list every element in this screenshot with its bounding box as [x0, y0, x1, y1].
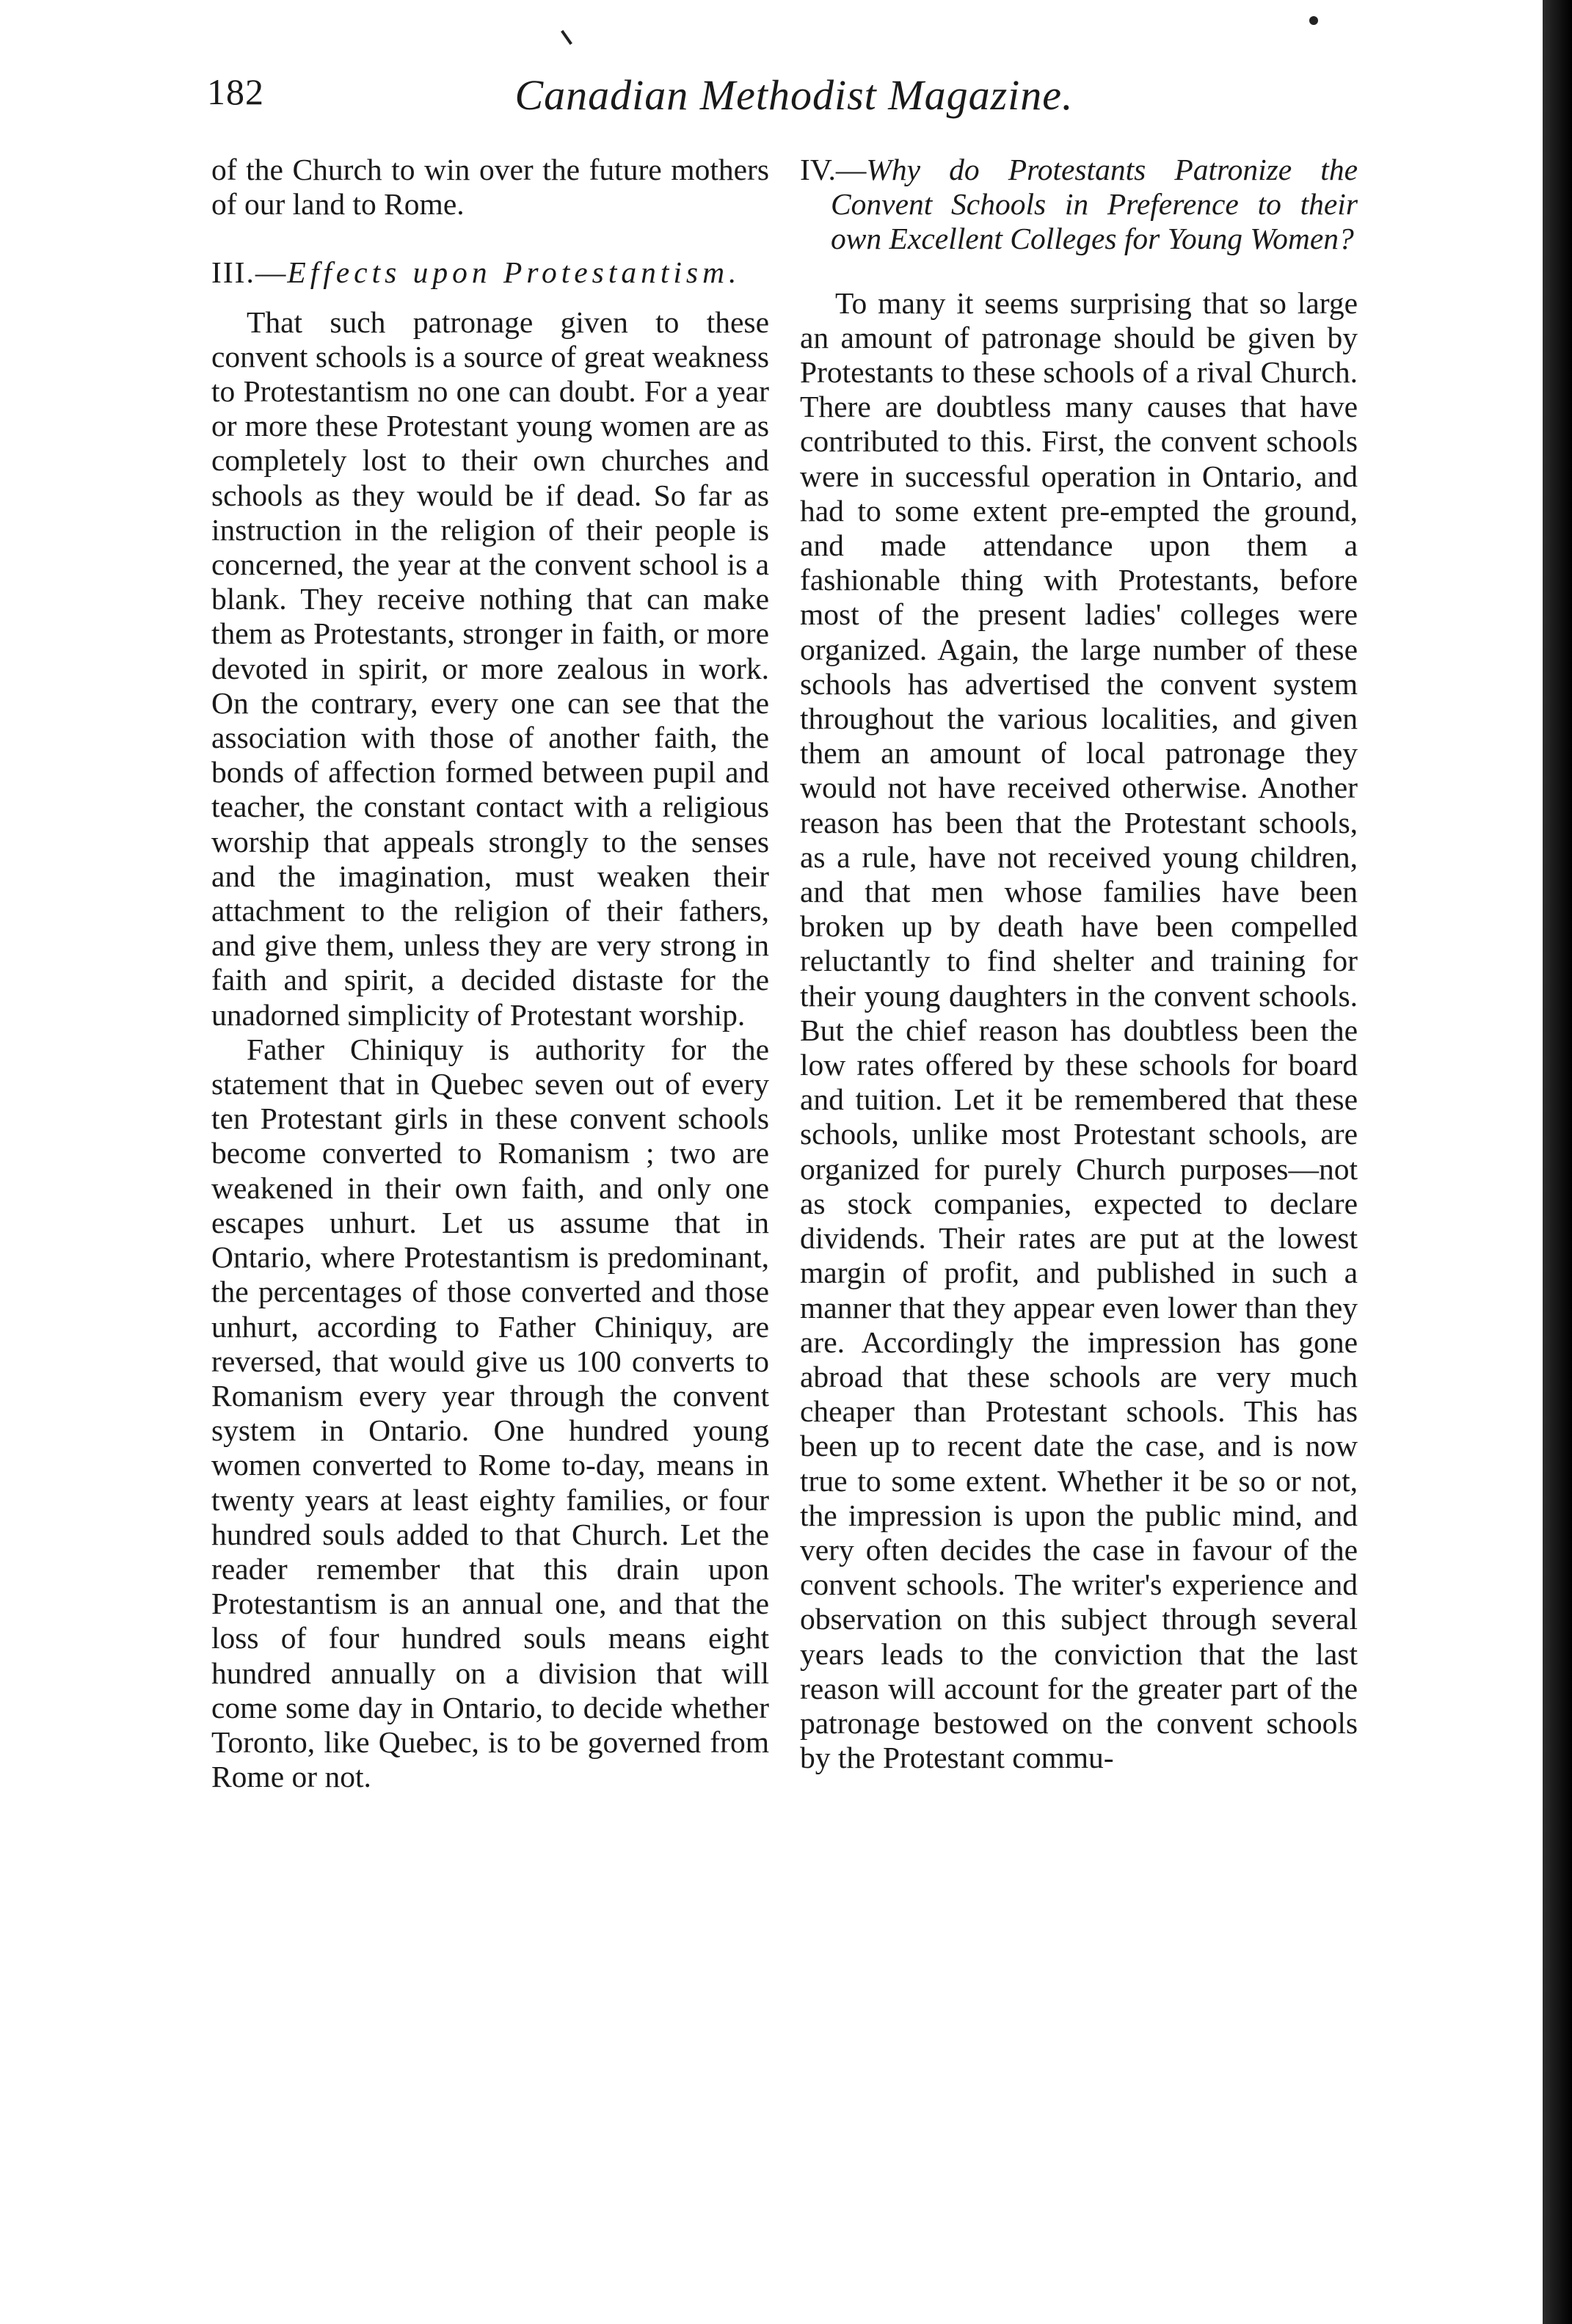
- scan-speck: [1309, 16, 1318, 25]
- right-column: [800, 153, 1358, 1775]
- section-number: III.—: [211, 255, 288, 290]
- page-header: [207, 70, 1381, 129]
- page-number: 182: [207, 71, 264, 112]
- section-title: Why do Protestants Patronize the Convent Schools in Preference to their own Excellent Colleges for Young Women?: [831, 153, 1358, 256]
- left-column: [211, 153, 769, 1794]
- section-title: Effects upon Protestantism.: [287, 255, 741, 290]
- section-heading-iii: [211, 255, 769, 290]
- running-title: Canadian Methodist Magazine.: [514, 71, 1074, 119]
- scan-speck: [561, 30, 572, 45]
- scan-edge-shadow: [1543, 0, 1572, 2324]
- body-paragraph: That such patronage given to these convent schools is a source of great weakness to Protestantism no one can doubt. For a year or more these Protestant young women are as completely lost to their own churches and schools as they would be if dead. So far as instruction in the religion of their people is concerned, the year at the convent school is a blank. They receive nothing that can make them as Protestants, stronger in faith, or more devoted in spirit, or more zealous in work. On the contrary, every one can see that the association with those of another faith, the bonds of affection formed between pupil and teacher, the constant contact with a religious worship that appeals strongly to the senses and the imagination, must weaken their attachment to the religion of their fathers, and give them, unless they are very strong in faith and spirit, a decided distaste for the unadorned simplicity of Protestant worship.: [211, 305, 769, 1032]
- continued-paragraph: of the Church to win over the future mothers of our land to Rome.: [211, 153, 769, 222]
- section-heading-iv: [800, 153, 1358, 257]
- body-paragraph: To many it seems surprising that so large an amount of patronage should be given by Protestants to these schools of a rival Church. There are doubtless many causes that have contributed to this. First, the convent schools were in successful operation in Ontario, and had to some extent pre-empted the ground, and made attendance upon them a fashionable thing with Protestants, before most of the present ladies' colleges were organized. Again, the large number of these schools has advertised the convent system throughout the various localities, and given them an amount of local patronage they would not have received otherwise. Another reason has been that the Protestant schools, as a rule, have not received young children, and that men whose families have been broken up by death have been compelled reluctantly to find shelter and training for their young daughters in the convent schools. But the chief reason has doubtless been the low rates offered by these schools for board and tuition. Let it be remembered that these schools, unlike most Protestant schools, are organized for purely Church purposes—not as stock companies, expected to declare dividends. Their rates are put at the lowest margin of profit, and published in such a manner that they appear even lower than they are. Accordingly the impression has gone abroad that these schools are very much cheaper than Protestant schools. This has been up to recent date the case, and is now true to some extent. Whether it be so or not, the impression is upon the public mind, and very often decides the case in favour of the convent schools. The writer's experience and observation on this subject through several years leads to the conviction that the last reason will account for the greater part of the patronage bestowed on the convent schools by the Protestant commu-: [800, 285, 1358, 1775]
- section-number: IV.—: [800, 153, 867, 186]
- body-paragraph: Father Chiniquy is authority for the statement that in Quebec seven out of every ten Protestant girls in these convent schools become converted to Romanism ; two are weakened in their own faith, and only one escapes unhurt. Let us assume that in Ontario, where Protestantism is predominant, the percentages of those converted and those unhurt, according to Father Chiniquy, are reversed, that would give us 100 converts to Romanism every year through the convent system in Ontario. One hundred young women converted to Rome to-day, means in twenty years at least eighty families, or four hundred souls added to that Church. Let the reader remember that this drain upon Protestantism is an annual one, and that the loss of four hundred souls means eight hundred annually on a division that will come some day in Ontario, to decide whether Toronto, like Quebec, is to be governed from Rome or not.: [211, 1032, 769, 1794]
